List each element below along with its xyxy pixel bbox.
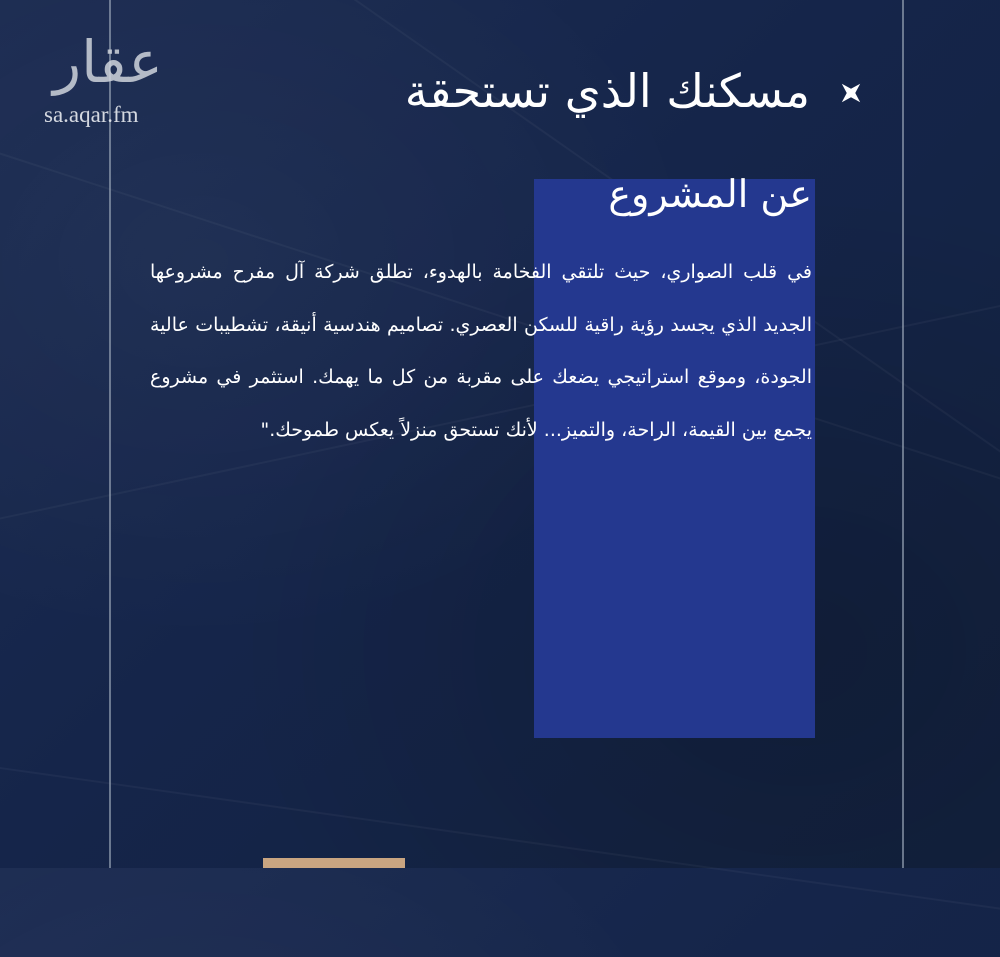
background-fold [0,760,1000,957]
bottom-accent-tab [263,858,405,868]
page-title: مسكنك الذي تستحقة [404,64,810,118]
project-description: في قلب الصواري، حيث تلتقي الفخامة بالهدوء، تطلق شركة آل مفرح مشروعها الجديد الذي يجسد رؤية راقية للسكن العصري. تصاميم هندسية أنيقة، تشطيبات عالية الجودة، وموقع استراتيجي يضعك على مقربة من كل ما يهمك. استثمر في مشروع يجمع بين القيمة، الراحة، والتميز... لأنك تستحق منزلاً يعكس طموحك." [150,261,812,441]
logo-url: sa.aqar.fm [44,102,139,127]
four-point-star-icon [836,78,866,108]
frame-left-line [109,0,111,868]
frame-right-line [902,0,904,868]
section-heading: عن المشروع [608,172,812,216]
logo-wordmark: عقار [53,28,163,96]
